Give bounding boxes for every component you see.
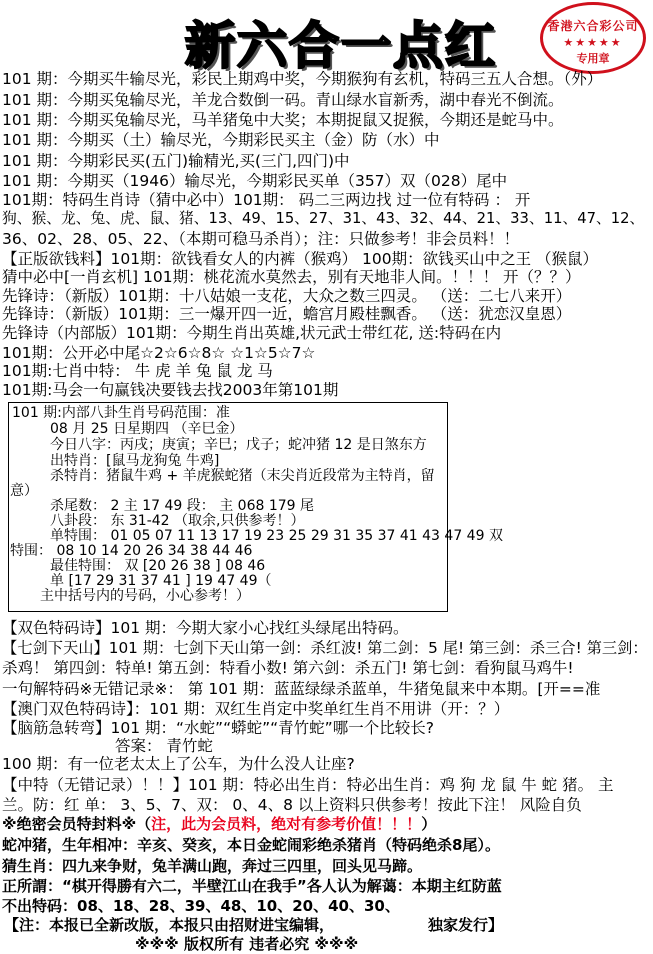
text-line: 101期：公开必中尾☆2☆6☆8☆ ☆1☆5☆7☆ [2, 344, 316, 362]
footer-note: 【注：本报已全新改版，本报只由招财进宝编辑， [4, 916, 335, 934]
text-line: 【正版欲钱料】101期：欲钱看女人的内裤（猴鸡） 100期：欲钱买山中之王 （猴鼠） [2, 250, 599, 268]
bold-line: 正所謂：“棋开得勝有六二，半壁江山在我手”各人认为解蔼：本期主红防蓝 [2, 877, 502, 895]
box-line: 主中括号内的号码，小心参考！） [40, 588, 250, 604]
text-line: 【脑筋急转弯】101 期：“水蛇”“蟒蛇”“青竹蛇”哪一个比较长? [2, 719, 434, 737]
seal-line1: 香港六合彩公司 [547, 19, 639, 33]
text-line: 101 期：今期买（土）输尽光，今期彩民买主（金）防（水）中 [2, 131, 440, 149]
text-line: 101 期：今期买（1946）输尽光，今期彩民买单（357）双（028）尾中 [2, 172, 508, 190]
vip-red-text: 注，此为会员料，绝对有参考价值！！！ [151, 815, 422, 833]
text-line: 猜中必中[一肖玄机] 101期：桃花流水莫然去，别有天地非人间。！！！ 开（？？） [2, 268, 581, 286]
box-line: 单特围： 01 05 07 11 13 17 19 23 25 29 31 35 37 41 43 47 49 双 [50, 528, 503, 544]
box-line: 08 月 25 日星期四 （辛巳金） [50, 421, 244, 437]
box-line: 最佳特围： 双 [20 26 38 ] 08 46 [50, 558, 266, 574]
box-line: 八卦段： 东 31-42 （取余,只供参考！） [50, 513, 305, 529]
text-line: 杀鸡！ 第四剑：特单! 第五剑：特看小数! 第六剑：杀五门! 第七剑：看狗鼠马鸡牛! [2, 659, 574, 677]
box-line: 杀特肖：猪鼠牛鸡 + 羊虎猴蛇猪（末尖肖近段常为主特肖，留 [50, 468, 435, 484]
text-line: 先锋诗：（新版）101期：十八姑娘一支花，大众之数三四灵。 （送：二七八来开） [2, 287, 572, 305]
bold-line: 蛇冲猪，生年相冲：辛亥、癸亥，本日金蛇闹彩绝杀猪肖（特码绝杀8尾）。 [2, 836, 500, 854]
box-line: 杀尾数： 2 主 17 49 段： 主 068 179 尾 [50, 498, 315, 514]
box-line: 出特肖：[鼠马龙狗兔 牛鸡] [50, 453, 220, 469]
seal-line3: 专用章 [576, 52, 610, 65]
text-line: 答案： 青竹蛇 [115, 737, 213, 755]
text-line: 【七剑下天山】101 期：七剑下天山第一剑：杀红波! 第二剑：5 尾! 第三剑：杀三合! 第三剑： [2, 639, 648, 657]
page-title: 新六合一点红 [185, 16, 497, 75]
text-line: 【中特（无错记录）！！】101 期：特必出生肖：特必出生肖：鸡 狗 龙 鼠 牛 蛇 猪。 主 [2, 776, 614, 794]
text-line: 101期:马会一句赢钱决要钱去找2003年第101期 [2, 381, 339, 399]
text-line: 100 期：有一位老太太上了公车，为什么没人让座? [2, 755, 355, 773]
company-seal [540, 2, 646, 74]
text-line: 一句解特码※无错记录※： 第 101 期：蓝蓝绿绿杀蓝单，牛猪兔鼠来中本期。[开==准 [2, 680, 601, 698]
text-line: 101期:七肖中特： 牛 虎 羊 兔 鼠 龙 马 [2, 362, 273, 380]
box-line: 今日八字：丙戌；庚寅；辛巳；戊子；蛇冲猪 12 是日煞东方 [50, 437, 427, 453]
text-line: 101 期：今期买牛输尽光，彩民上期鸡中奖，今期猴狗有玄机，特码三五人合想。（外） [2, 70, 603, 88]
vip-line [2, 815, 436, 833]
text-line: 101 期：今期买兔输尽光，马羊猪兔中大奖；本期捉鼠又捉猴，今期还是蛇马中。 [2, 111, 564, 129]
text-line: 【澳门双色特码诗】：101 期：双红生肖定中奖单红生肖不用讲（开：？） [2, 700, 510, 718]
text-line: 狗、猴、龙、兔、虎、鼠、猪、13、49、15、27、31、43、32、44、21、33、11、47、12、 [2, 210, 645, 227]
text-line: 兰。防：红 单： 3、5、7、双： 0、4、8 以上资料只供参考！按此下注！ 风险自负 [2, 796, 582, 814]
bold-line: 不出特码：08、18、28、39、48、10、20、40、30、 [2, 897, 400, 915]
footer-copyright: ※※※ 版权所有 违者必究 ※※※ [135, 935, 359, 953]
text-line: 101期：特码生肖诗（猜中必中）101期： 码二三两边找 过一位有特码 ： 开 [2, 191, 531, 209]
box-line: 单 [17 29 31 37 41 ] 19 47 49（ [50, 573, 272, 589]
seal-stars: ★★★★★ [563, 36, 623, 49]
text-line: 101 期：今期买兔输尽光，羊龙合数倒一码。青山绿水盲新秀，湖中春光不倒流。 [2, 91, 564, 109]
text-line: 101 期：今期彩民买(五门)输精光,买(三门,四门)中 [2, 152, 350, 170]
text-line: 先锋诗：（新版）101期：三一爆开四一近，蟾宫月殿桂飘香。 （送：犹恋汉皇恩） [2, 305, 572, 323]
vip-suffix: ） [421, 815, 437, 833]
box-line: 特围： 08 10 14 20 26 34 38 44 46 [10, 543, 253, 559]
bold-line: 猜生肖：四九来争财，兔羊满山跑，奔过三四里，回头见马蹄。 [2, 857, 423, 875]
box-line: 101 期:内部八卦生肖号码范围：准 [12, 405, 230, 421]
footer-exclusive: 独家发行】 [428, 916, 504, 934]
text-line: 先锋诗（内部版）101期：今期生肖出英雄,状元武士带红花, 送:特码在内 [2, 324, 502, 342]
text-line: 【双色特码诗】101 期：今期大家小心找红头绿尾出特码。 [2, 619, 409, 637]
box-line: 意） [10, 483, 38, 499]
vip-prefix: ※绝密会员特封料※（ [2, 815, 152, 833]
text-line: 36、02、28、05、22、（本期可稳马杀肖）；注：只做参考！非会员料！！ [2, 230, 520, 248]
